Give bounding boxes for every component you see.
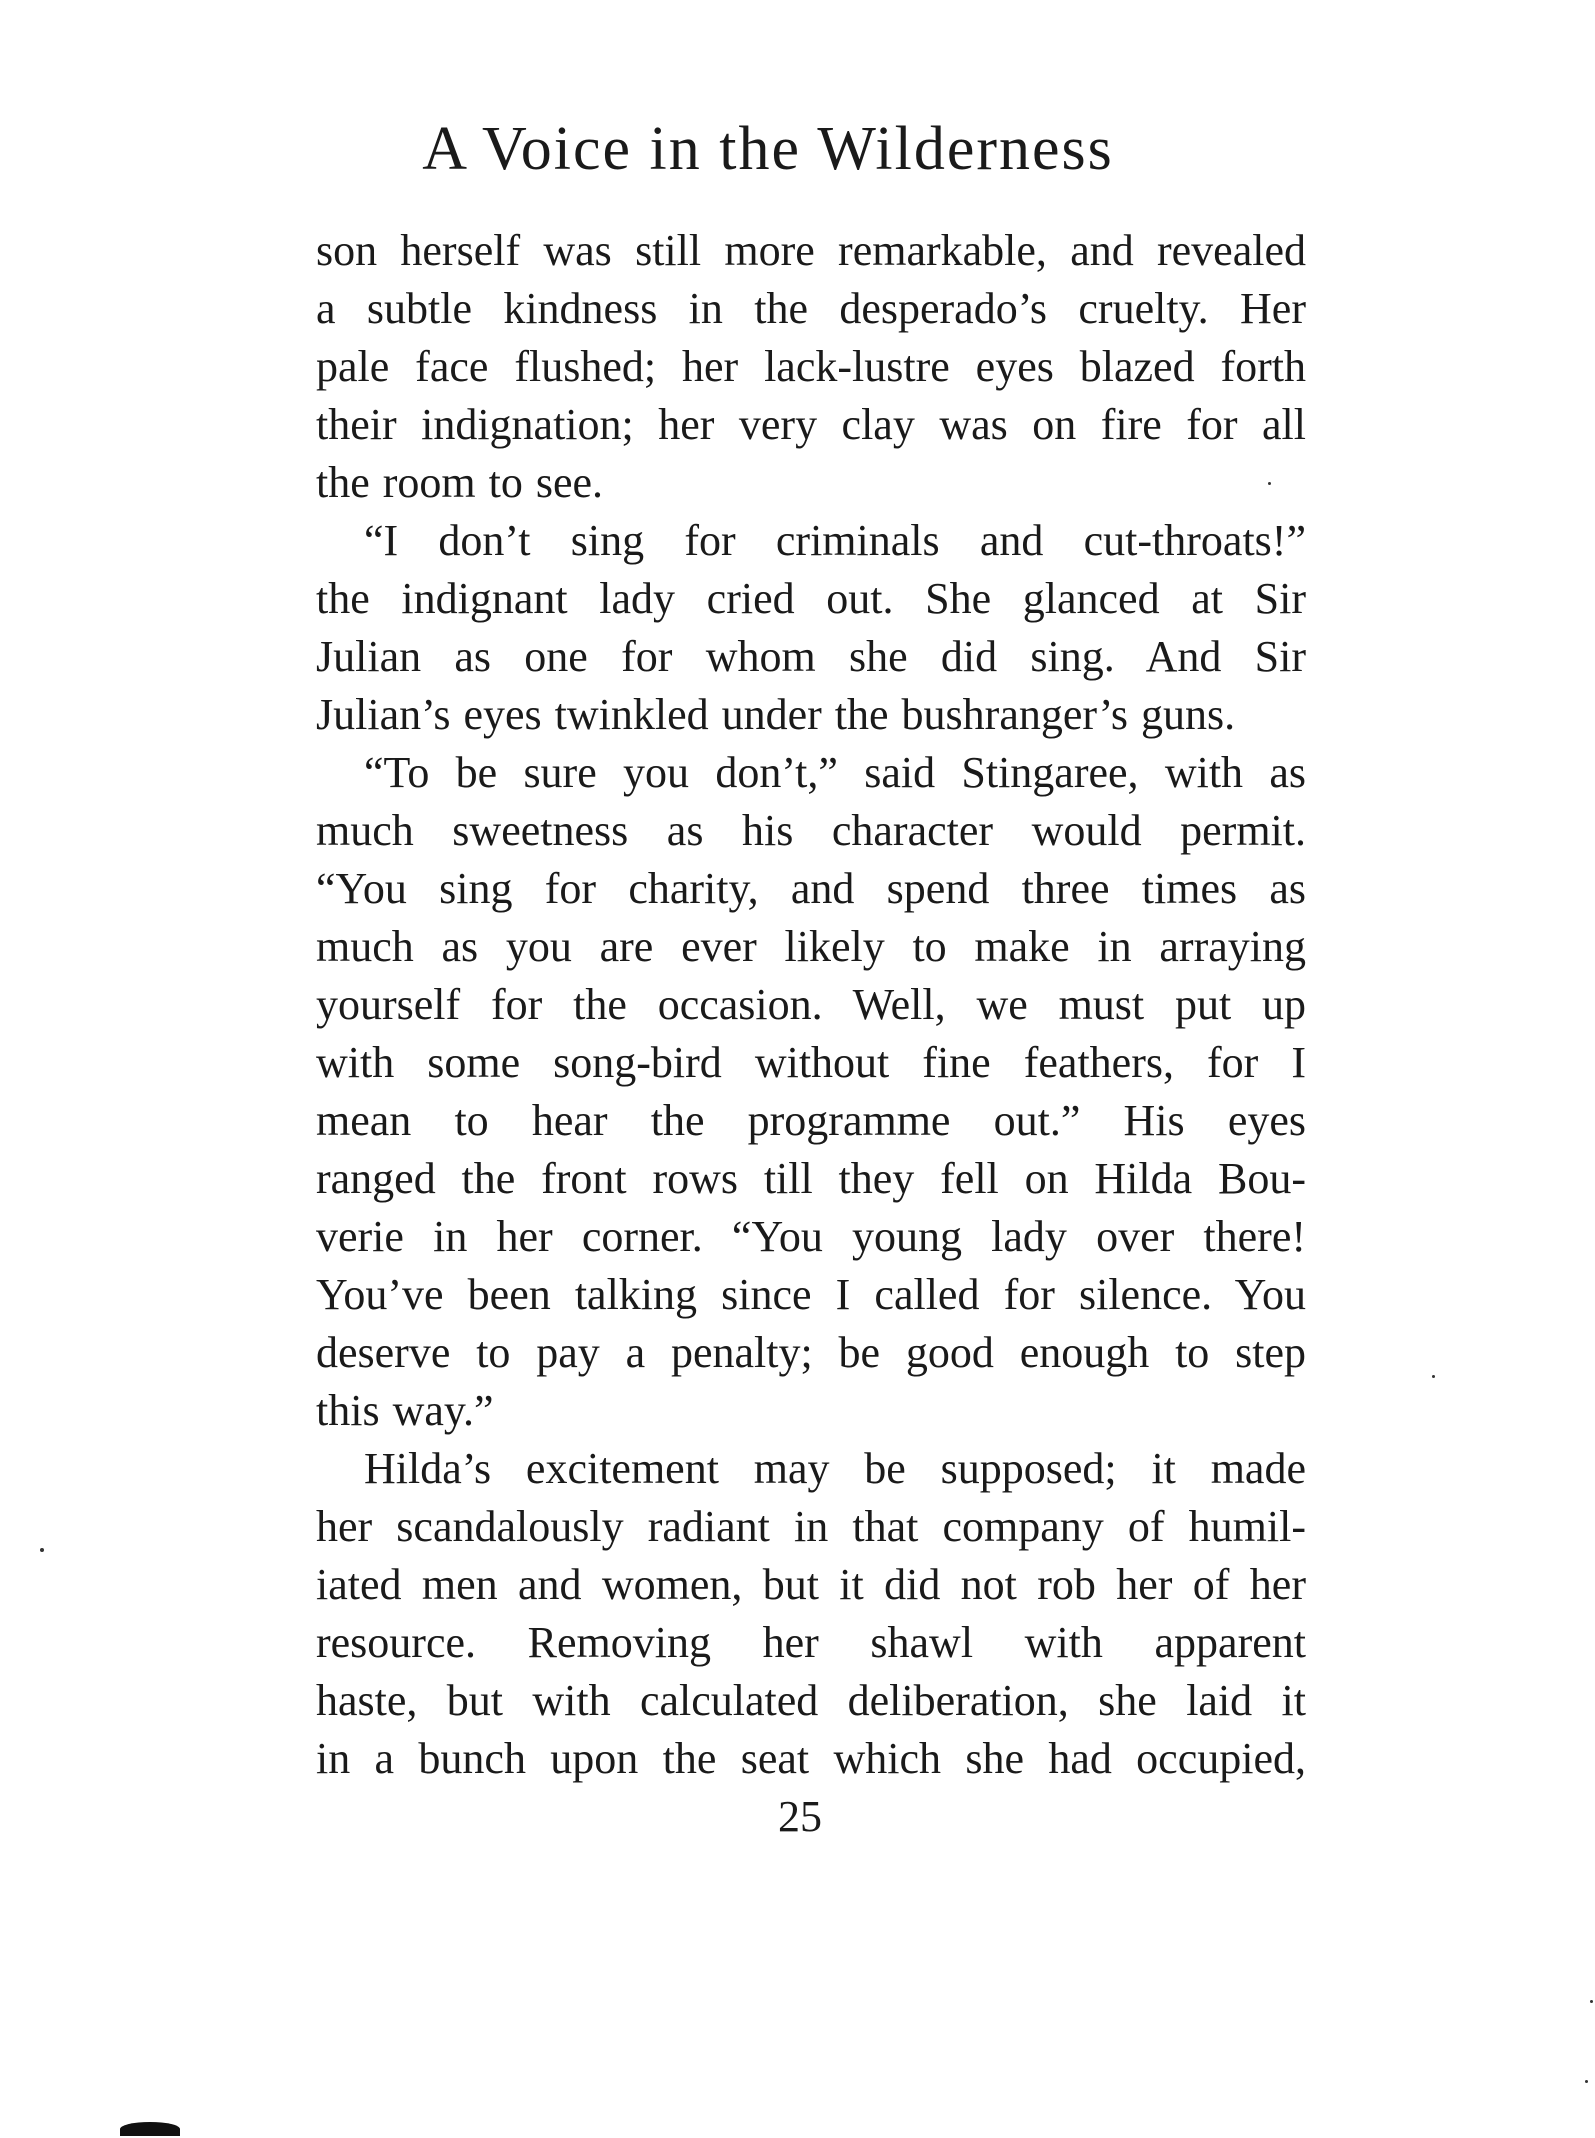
text-line: yourself for the occasion. Well, we must put up <box>316 980 1306 1029</box>
text-line: mean to hear the programme out.” His eyes <box>316 1096 1306 1145</box>
text-line: pale face flushed; her lack-lustre eyes blazed forth <box>316 342 1306 391</box>
text-line: ranged the front rows till they fell on Hilda Bou- <box>316 1154 1306 1203</box>
text-line: You’ve been talking since I called for silence. You <box>316 1270 1306 1319</box>
text-line: with some song-bird without fine feathers, for I <box>316 1038 1306 1087</box>
scan-speck <box>1268 482 1271 485</box>
scan-speck <box>1585 2080 1588 2083</box>
scan-speck <box>40 1548 44 1552</box>
text-line: Hilda’s excitement may be supposed; it made <box>364 1444 1306 1493</box>
text-line: a subtle kindness in the desperado’s cruelty. Her <box>316 284 1306 333</box>
text-line: much as you are ever likely to make in arraying <box>316 922 1306 971</box>
text-line: Julian as one for whom she did sing. And Sir <box>316 632 1306 681</box>
text-line: son herself was still more remarkable, and revealed <box>316 226 1306 275</box>
text-line: her scandalously radiant in that company of humil- <box>316 1502 1306 1551</box>
text-line: in a bunch upon the seat which she had occupied, <box>316 1734 1306 1783</box>
text-line: “To be sure you don’t,” said Stingaree, with as <box>364 748 1306 797</box>
text-line: Julian’s eyes twinkled under the bushranger’s guns. <box>316 690 1236 739</box>
scan-speck <box>1590 2000 1593 2003</box>
text-line: this way.” <box>316 1386 494 1435</box>
body-text <box>316 222 1306 1788</box>
page-number: 25 <box>778 1792 822 1841</box>
text-line: their indignation; her very clay was on fire for all <box>316 400 1306 449</box>
text-line: verie in her corner. “You young lady over there! <box>316 1212 1306 1261</box>
text-line: resource. Removing her shawl with apparent <box>316 1618 1306 1667</box>
text-line: “You sing for charity, and spend three times as <box>316 864 1306 913</box>
text-line: “I don’t sing for criminals and cut-throats!” <box>364 516 1306 565</box>
text-line: iated men and women, but it did not rob her of her <box>316 1560 1306 1609</box>
running-head: A Voice in the Wilderness <box>422 115 1114 183</box>
text-line: deserve to pay a penalty; be good enough to step <box>316 1328 1306 1377</box>
text-line: much sweetness as his character would permit. <box>316 806 1306 855</box>
text-line: haste, but with calculated deliberation, she laid it <box>316 1676 1306 1725</box>
text-line: the indignant lady cried out. She glanced at Sir <box>316 574 1306 623</box>
text-line: the room to see. <box>316 458 604 507</box>
scan-speck <box>1432 1375 1435 1378</box>
scan-edge-mark <box>120 2122 180 2136</box>
